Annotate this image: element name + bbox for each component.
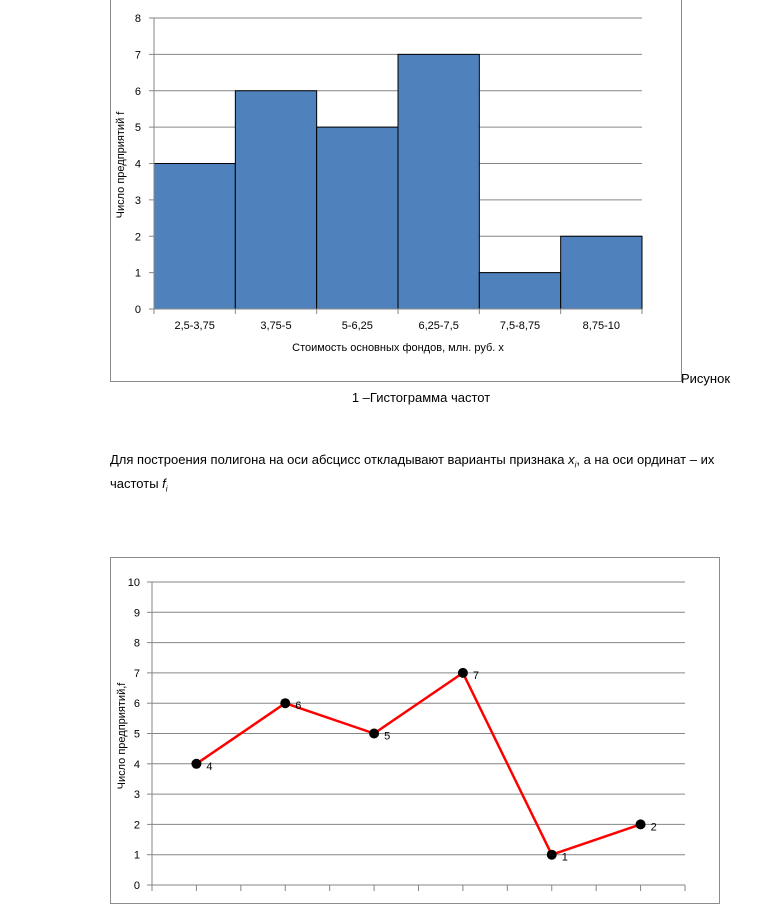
polygon-series <box>191 668 656 864</box>
polygon-chart <box>110 557 720 904</box>
figure-caption-word: Рисунок <box>681 371 731 386</box>
polygon-y-tick-label: 6 <box>133 698 140 711</box>
variable-x: x <box>568 452 575 467</box>
histogram-y-tick-label: 4 <box>134 158 141 171</box>
histogram-y-tick-label: 6 <box>134 85 141 98</box>
polygon-y-tick-label: 10 <box>127 577 140 589</box>
histogram-bar <box>398 54 479 309</box>
polygon-point <box>369 729 379 739</box>
polygon-y-tick-label: 5 <box>133 728 140 741</box>
polygon-y-axis-title: Число предприятий,f <box>116 682 128 790</box>
polygon-point <box>458 668 468 678</box>
polygon-svg <box>111 558 719 903</box>
polygon-data-label: 4 <box>206 760 213 773</box>
subscript-i: i <box>574 460 577 470</box>
histogram-y-tick-label: 2 <box>134 231 141 244</box>
histogram-bars <box>154 54 642 309</box>
polygon-data-label: 6 <box>295 700 302 713</box>
histogram-y-tick-label: 5 <box>134 122 141 135</box>
polygon-data-label: 2 <box>650 821 657 834</box>
polygon-y-ticks <box>128 577 152 892</box>
histogram-x-tick-label: 6,25-7,5 <box>418 320 459 332</box>
histogram-x-tick-label: 2,5-3,75 <box>174 320 215 332</box>
histogram-x-axis-title: Стоимость основных фондов, млн. руб. х <box>292 342 504 354</box>
histogram-svg <box>111 0 681 381</box>
body-paragraph <box>110 451 725 498</box>
histogram-y-ticks <box>135 13 154 316</box>
histogram-y-tick-label: 8 <box>134 13 141 25</box>
histogram-x-tick-label: 3,75-5 <box>260 320 292 332</box>
polygon-y-tick-label: 4 <box>133 758 140 771</box>
polygon-point <box>547 850 557 860</box>
histogram-x-ticks <box>154 309 642 332</box>
histogram-bar <box>235 91 316 309</box>
histogram-y-tick-label: 7 <box>134 49 141 62</box>
histogram-y-tick-label: 3 <box>134 194 141 207</box>
histogram-y-axis-title: Число предприятий f <box>115 111 127 219</box>
histogram-chart <box>110 0 682 382</box>
histogram-y-tick-label: 0 <box>134 304 141 316</box>
polygon-point <box>636 819 646 829</box>
polygon-point <box>191 759 201 769</box>
polygon-y-tick-label: 1 <box>133 849 140 862</box>
histogram-x-tick-label: 5-6,25 <box>341 320 373 332</box>
polygon-x-tick-marks <box>152 885 685 891</box>
histogram-bar <box>479 273 560 309</box>
histogram-x-tick-label: 7,5-8,75 <box>499 320 541 332</box>
polygon-y-tick-label: 8 <box>133 637 140 650</box>
polygon-data-label: 1 <box>561 851 568 864</box>
polygon-data-label: 5 <box>384 730 391 743</box>
polygon-y-tick-label: 3 <box>133 789 140 802</box>
histogram-bar <box>561 236 642 309</box>
polygon-gridlines <box>152 582 685 855</box>
paragraph-text-1: Для построения полигона на оси абсцисс откладывают варианты признака <box>110 452 569 467</box>
polygon-y-tick-label: 9 <box>133 607 140 620</box>
histogram-x-tick-label: 8,75-10 <box>582 320 620 332</box>
figure-caption-title: 1 –Гистограмма частот <box>351 390 491 405</box>
polygon-y-tick-label: 2 <box>133 819 140 832</box>
polygon-y-tick-label: 0 <box>133 880 140 892</box>
paragraph-text-2: , а на оси ординат – их частоты <box>110 452 715 491</box>
histogram-bar <box>154 164 235 310</box>
subscript-i: i <box>165 484 168 494</box>
polygon-point <box>280 698 290 708</box>
polygon-y-tick-label: 7 <box>133 667 140 680</box>
histogram-y-tick-label: 1 <box>134 267 141 280</box>
polygon-data-label: 7 <box>472 669 480 682</box>
histogram-bar <box>317 127 398 309</box>
variable-f: f <box>162 475 166 491</box>
